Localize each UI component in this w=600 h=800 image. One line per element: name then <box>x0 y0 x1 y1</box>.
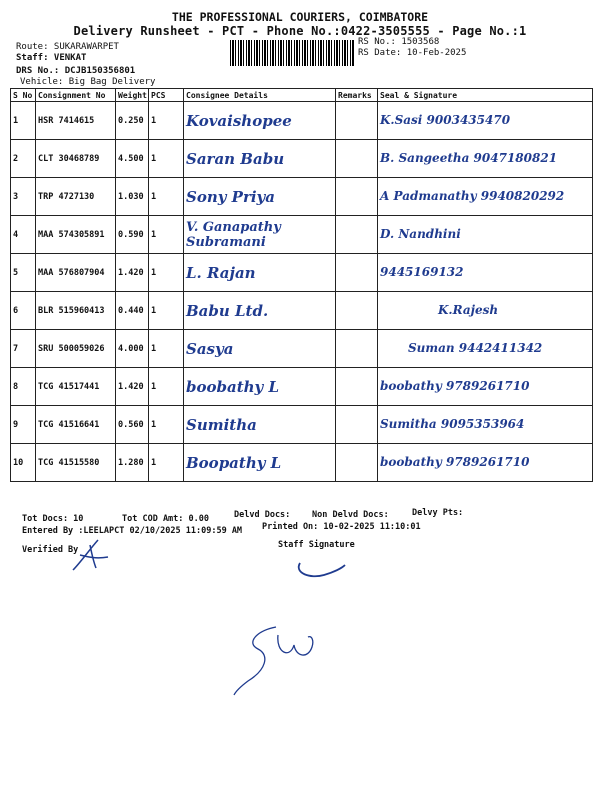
cell-weight: 1.280 <box>116 444 149 482</box>
cell-pcs: 1 <box>149 178 184 216</box>
table-row <box>11 102 593 140</box>
runsheet-title: Delivery Runsheet - PCT - Phone No.:0422-3505555 - Page No.:1 <box>73 24 527 38</box>
cell-weight: 4.500 <box>116 140 149 178</box>
staff-signature-mark <box>290 555 350 585</box>
total-docs: Tot Docs: 10 <box>22 514 84 524</box>
cell-consignee: Sasya <box>184 330 336 368</box>
cell-sno: 2 <box>11 140 36 178</box>
table-row <box>11 140 593 178</box>
cell-remarks <box>336 406 378 444</box>
cell-remarks <box>336 102 378 140</box>
drs-number: DRS No.: DCJB150356801 <box>16 66 136 76</box>
delivered-docs: Delvd Docs: <box>234 510 291 520</box>
table-row <box>11 292 593 330</box>
cell-consignee: Boopathy L <box>184 444 336 482</box>
table-row <box>11 444 593 482</box>
cell-consignee: Sumitha <box>184 406 336 444</box>
cell-weight: 1.030 <box>116 178 149 216</box>
verified-by-signature <box>68 535 113 575</box>
cell-pcs: 1 <box>149 406 184 444</box>
cell-pcs: 1 <box>149 102 184 140</box>
cell-sno: 7 <box>11 330 36 368</box>
cell-weight: 0.560 <box>116 406 149 444</box>
rs-date: RS Date: 10-Feb-2025 <box>358 48 467 58</box>
cell-consignment-no: MAA 576807904 <box>36 254 116 292</box>
table-row <box>11 254 593 292</box>
cell-consignee: Babu Ltd. <box>184 292 336 330</box>
table-row <box>11 216 593 254</box>
cell-sno: 1 <box>11 102 36 140</box>
cell-seal-signature: boobathy 9789261710 <box>378 368 593 406</box>
entered-by: Entered By :LEELAPCT 02/10/2025 11:09:59 AM <box>22 526 243 536</box>
cell-pcs: 1 <box>149 140 184 178</box>
cell-seal-signature: Sumitha 9095353964 <box>378 406 593 444</box>
cell-sno: 3 <box>11 178 36 216</box>
cell-consignee: Sony Priya <box>184 178 336 216</box>
table-row <box>11 368 593 406</box>
delivery-points: Delvy Pts: <box>412 508 464 518</box>
cell-weight: 0.590 <box>116 216 149 254</box>
table-header-row <box>11 89 593 102</box>
cell-weight: 0.250 <box>116 102 149 140</box>
col-sno: S No <box>11 89 36 102</box>
printed-on: Printed On: 10-02-2025 11:10:01 <box>262 522 421 532</box>
cell-remarks <box>336 216 378 254</box>
cell-sno: 8 <box>11 368 36 406</box>
cell-pcs: 1 <box>149 292 184 330</box>
cell-remarks <box>336 140 378 178</box>
cell-remarks <box>336 254 378 292</box>
rs-number: RS No.: 1503568 <box>358 37 440 47</box>
col-seal-signature: Seal & Signature <box>378 89 593 102</box>
col-weight: Weight <box>116 89 149 102</box>
handwritten-signature <box>228 615 328 700</box>
cell-seal-signature: Suman 9442411342 <box>378 330 593 368</box>
staff-signature-label: Staff Signature <box>278 540 355 550</box>
cell-pcs: 1 <box>149 368 184 406</box>
cell-consignment-no: MAA 574305891 <box>36 216 116 254</box>
cell-seal-signature: 9445169132 <box>378 254 593 292</box>
cell-consignment-no: BLR 515960413 <box>36 292 116 330</box>
cell-consignee: L. Rajan <box>184 254 336 292</box>
cell-remarks <box>336 178 378 216</box>
cell-weight: 4.000 <box>116 330 149 368</box>
cell-weight: 0.440 <box>116 292 149 330</box>
cell-consignment-no: TCG 41516641 <box>36 406 116 444</box>
table-row <box>11 406 593 444</box>
route-label: Route: SUKARAWARPET <box>16 42 119 52</box>
col-consignee: Consignee Details <box>184 89 336 102</box>
cell-remarks <box>336 292 378 330</box>
col-pcs: PCS <box>149 89 184 102</box>
barcode-image <box>230 40 355 66</box>
cell-seal-signature: K.Sasi 9003435470 <box>378 102 593 140</box>
cell-consignee: Kovaishopee <box>184 102 336 140</box>
cell-consignment-no: CLT 30468789 <box>36 140 116 178</box>
cell-sno: 9 <box>11 406 36 444</box>
col-remarks: Remarks <box>336 89 378 102</box>
cell-pcs: 1 <box>149 216 184 254</box>
cell-consignment-no: TCG 41517441 <box>36 368 116 406</box>
cell-seal-signature: D. Nandhini <box>378 216 593 254</box>
cell-sno: 4 <box>11 216 36 254</box>
cell-remarks <box>336 330 378 368</box>
total-cod-amount: Tot COD Amt: 0.00 <box>122 514 209 524</box>
cell-consignment-no: HSR 7414615 <box>36 102 116 140</box>
non-delivered-docs: Non Delvd Docs: <box>312 510 389 520</box>
vehicle-label: Vehicle: Big Bag Delivery <box>20 77 156 87</box>
cell-sno: 6 <box>11 292 36 330</box>
cell-consignee: boobathy L <box>184 368 336 406</box>
cell-weight: 1.420 <box>116 254 149 292</box>
cell-pcs: 1 <box>149 444 184 482</box>
cell-sno: 5 <box>11 254 36 292</box>
cell-pcs: 1 <box>149 330 184 368</box>
cell-seal-signature: B. Sangeetha 9047180821 <box>378 140 593 178</box>
cell-pcs: 1 <box>149 254 184 292</box>
cell-seal-signature: boobathy 9789261710 <box>378 444 593 482</box>
cell-consignment-no: TRP 4727130 <box>36 178 116 216</box>
staff-label: Staff: VENKAT <box>16 53 87 63</box>
table-row <box>11 178 593 216</box>
cell-sno: 10 <box>11 444 36 482</box>
runsheet-table <box>10 88 593 482</box>
company-name: THE PROFESSIONAL COURIERS, COIMBATORE <box>171 10 429 24</box>
verified-by-label: Verified By <box>22 545 79 555</box>
cell-consignee: Saran Babu <box>184 140 336 178</box>
cell-weight: 1.420 <box>116 368 149 406</box>
cell-seal-signature: A Padmanathy 9940820292 <box>378 178 593 216</box>
cell-seal-signature: K.Rajesh <box>378 292 593 330</box>
col-consignment-no: Consignment No <box>36 89 116 102</box>
cell-consignment-no: SRU 500059026 <box>36 330 116 368</box>
table-row <box>11 330 593 368</box>
cell-consignee: V. Ganapathy Subramani <box>184 216 336 254</box>
cell-remarks <box>336 444 378 482</box>
cell-consignment-no: TCG 41515580 <box>36 444 116 482</box>
cell-remarks <box>336 368 378 406</box>
